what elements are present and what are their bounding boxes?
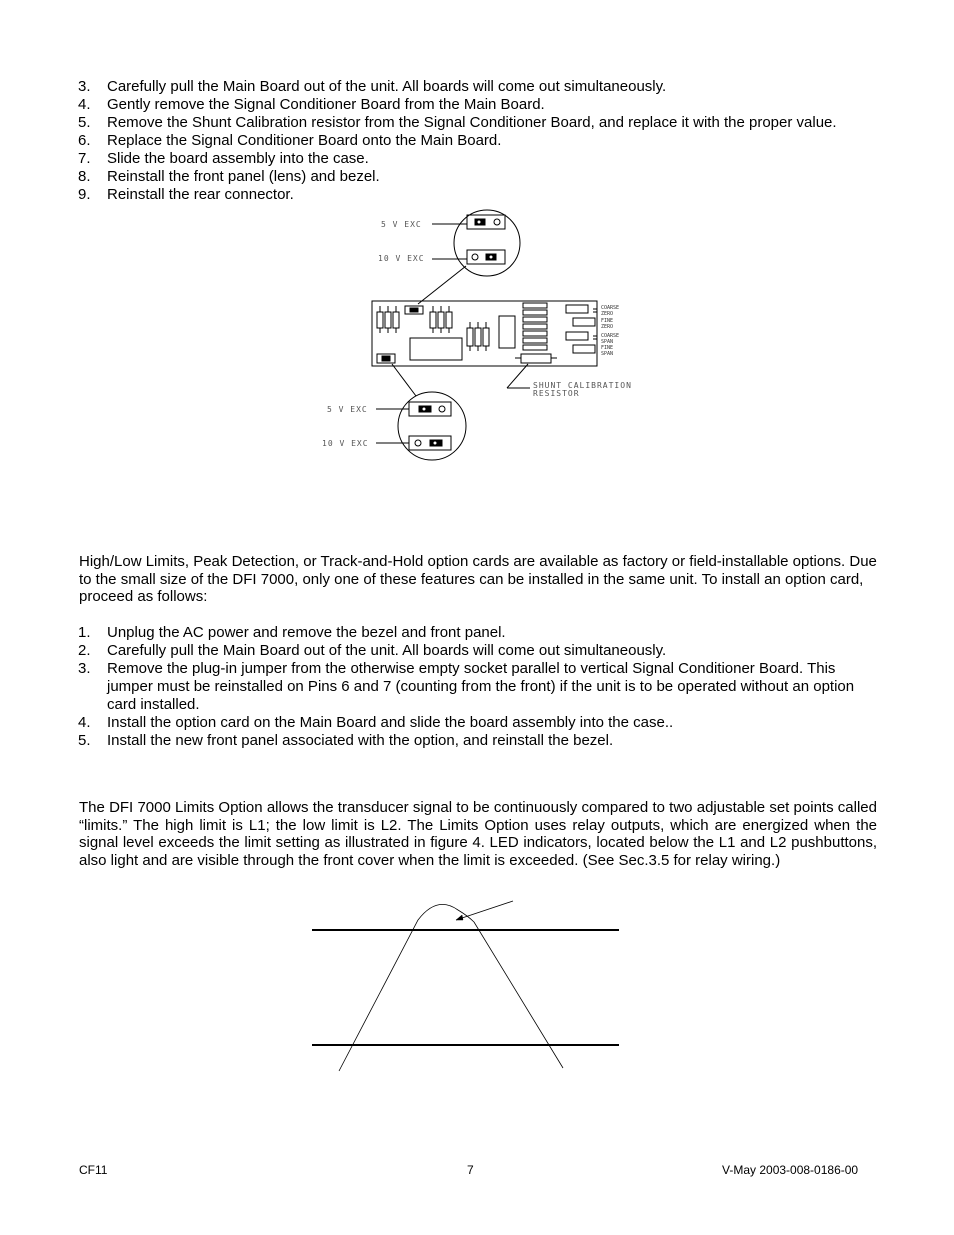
list-number: 3. xyxy=(78,660,91,677)
list-number: 4. xyxy=(78,96,91,113)
pot-label: SPAN xyxy=(601,351,614,357)
shunt-calibration-resistor xyxy=(521,354,551,363)
top-jumper-magnifier xyxy=(454,210,520,276)
list-text: Reinstall the rear connector. xyxy=(107,186,294,203)
limits-figure xyxy=(0,890,954,1080)
list-item xyxy=(78,732,878,750)
list-text: Install the option card on the Main Board and slide the board assembly into the case.. xyxy=(107,714,674,731)
pot-label: ZERO xyxy=(601,324,614,330)
list-number: 6. xyxy=(78,132,91,149)
list-text: Carefully pull the Main Board out of the unit. All boards will come out simultaneously. xyxy=(107,78,667,95)
ic-chip xyxy=(410,338,462,360)
signal-conditioner-board-diagram xyxy=(0,0,954,520)
pot-label: SPAN xyxy=(601,339,614,345)
list-number: 3. xyxy=(78,78,91,95)
pot-label: FINE xyxy=(601,345,614,351)
steps-list-install-option xyxy=(78,624,878,750)
list-number: 1. xyxy=(78,624,91,641)
list-number: 4. xyxy=(78,714,91,731)
list-text: Remove the plug-in jumper from the otherwise empty socket parallel to vertical Signal Conditioner Board. This jumper must be reinstalled on Pins 6 and 7 (counting from the front) if the unit is to be operated without an option card installed. xyxy=(107,660,855,713)
list-text: Install the new front panel associated with the option, and reinstall the bezel. xyxy=(107,732,614,749)
signal-conditioner-board xyxy=(372,301,597,366)
peak-arrow xyxy=(456,901,513,920)
list-number: 5. xyxy=(78,732,91,749)
top-10v-exc-label: 10 V EXC xyxy=(378,254,425,263)
shunt-label-line2: RESISTOR xyxy=(533,389,580,398)
pot-label: COARSE xyxy=(601,305,620,311)
pot-label: FINE xyxy=(601,318,614,324)
pot-label: COARSE xyxy=(601,333,620,339)
list-text: Gently remove the Signal Conditioner Board from the Main Board. xyxy=(107,96,545,113)
list-text: Carefully pull the Main Board out of the unit. All boards will come out simultaneously. xyxy=(107,642,667,659)
list-item xyxy=(78,624,878,642)
page-number: 7 xyxy=(467,1163,474,1177)
option-cards-paragraph: High/Low Limits, Peak Detection, or Track-and-Hold option cards are available as factory or field-installable options. Due to the small size of the DFI 7000, only one of these features can be installed in the same unit. To install an option card, proceed as follows: xyxy=(79,553,877,606)
list-number: 7. xyxy=(78,150,91,167)
list-text: Unplug the AC power and remove the bezel and front panel. xyxy=(107,624,506,641)
list-number: 2. xyxy=(78,642,91,659)
footer-version: V-May 2003-008-0186-00 xyxy=(722,1163,859,1177)
top-jumper-5v xyxy=(467,215,505,229)
bottom-5v-exc-label: 5 V EXC xyxy=(327,405,368,414)
pot-label: ZERO xyxy=(601,311,614,317)
bottom-10v-exc-label: 10 V EXC xyxy=(322,439,369,448)
footer-doc-code: CF11 xyxy=(79,1163,108,1177)
shunt-label-line1: SHUNT CALIBRATION xyxy=(533,381,632,390)
list-number: 5. xyxy=(78,114,91,131)
list-item xyxy=(78,642,878,660)
list-text: Replace the Signal Conditioner Board onto the Main Board. xyxy=(107,132,502,149)
list-item xyxy=(78,714,878,732)
list-text: Reinstall the front panel (lens) and bezel. xyxy=(107,168,380,185)
top-5v-exc-label: 5 V EXC xyxy=(381,220,422,229)
list-number: 8. xyxy=(78,168,91,185)
list-text: Slide the board assembly into the case. xyxy=(107,150,369,167)
limits-option-paragraph: The DFI 7000 Limits Option allows the transducer signal to be continuously compared to two adjustable set points called “limits.” The high limit is L1; the low limit is L2. The Limits Option uses relay outputs, which are energized when the signal level exceeds the limit setting as illustrated in figure 4. LED indicators, located below the L1 and L2 pushbuttons, also light and are visible through the front cover when the limit is exceeded. (See Sec.3.5 for relay wiring.) xyxy=(79,799,877,869)
list-number: 9. xyxy=(78,186,91,203)
list-item xyxy=(78,660,878,714)
list-text: Remove the Shunt Calibration resistor from the Signal Conditioner Board, and replace it with the proper value. xyxy=(107,114,837,131)
